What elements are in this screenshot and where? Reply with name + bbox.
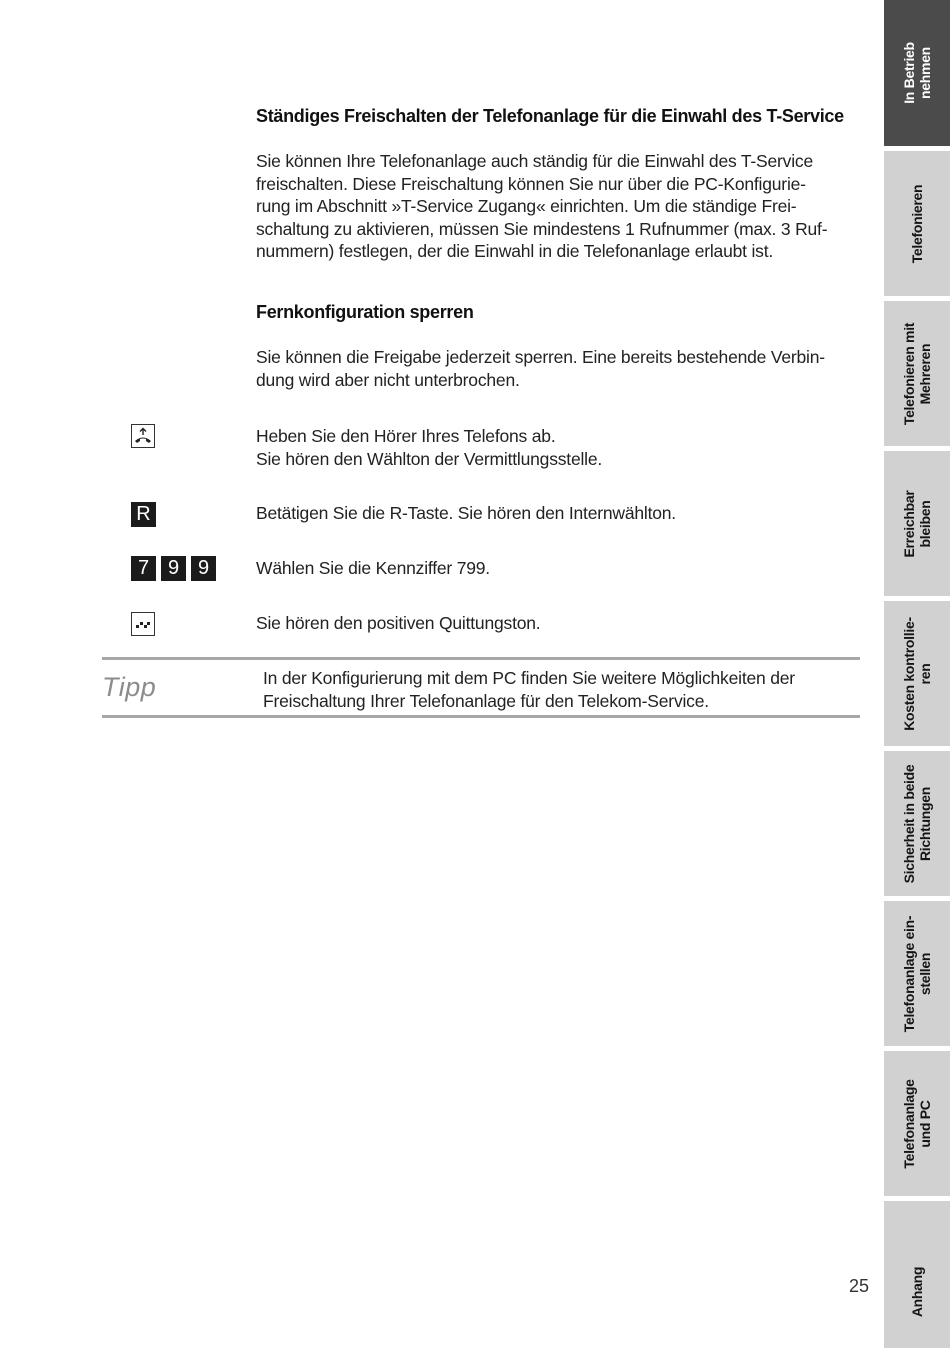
tab-telefonieren[interactable] <box>884 151 950 296</box>
tipp-bottom-rule <box>102 715 860 718</box>
text-line: Betätigen Sie die R-Taste. Sie hören den Internwählton. <box>256 503 676 523</box>
text-line: In der Konfigurierung mit dem PC finden Sie weitere Möglichkeiten der <box>263 668 795 688</box>
section-heading-permanent-unlock: Ständiges Freischalten der Telefonanlage für die Einwahl des T-Service <box>256 106 844 126</box>
text-line: rung im Abschnitt »T-Service Zugang« einrichten. Um die ständige Frei- <box>256 196 797 216</box>
paragraph-permanent-unlock <box>256 150 866 263</box>
tab-erreichbar-bleiben[interactable] <box>884 451 950 596</box>
tab-label: Kosten kontrollie- ren <box>901 616 933 731</box>
tipp-label: Tipp <box>102 672 157 702</box>
tab-label: Telefonieren <box>909 184 925 263</box>
r-key-icon: R <box>131 502 156 527</box>
paragraph-lock-remote-config <box>256 346 866 391</box>
tab-label: Erreichbar bleiben <box>901 489 933 558</box>
tab-telefonanlage-und-pc[interactable] <box>884 1051 950 1196</box>
digit-key: 9 <box>191 556 216 581</box>
tipp-text <box>263 667 853 712</box>
text-line: schaltung zu aktivieren, müssen Sie mindestens 1 Rufnummer (max. 3 Ruf- <box>256 218 828 239</box>
digit-key: 9 <box>161 556 186 581</box>
tab-telefonanlage-einstellen[interactable] <box>884 901 950 1046</box>
confirmation-tone-icon <box>131 612 155 636</box>
text-line: Sie hören den Wählton der Vermittlungsstelle. <box>256 448 603 469</box>
text-line: Sie können Ihre Telefonanlage auch ständig für die Einwahl des T-Service <box>256 151 813 171</box>
text-line: Wählen Sie die Kennziffer 799. <box>256 558 490 578</box>
handset-lift-icon <box>131 424 155 448</box>
section-heading-lock-remote-config: Fernkonfiguration sperren <box>256 302 474 322</box>
text-line: Sie können die Freigabe jederzeit sperren. Eine bereits bestehende Verbin- <box>256 347 825 367</box>
text-line: Heben Sie den Hörer Ihres Telefons ab. <box>256 426 556 446</box>
tipp-top-rule <box>102 657 860 660</box>
step-dial-code <box>256 557 866 580</box>
text-line: nummern) festlegen, der die Einwahl in die Telefonanlage erlaubt ist. <box>256 241 774 261</box>
text-line: Freischaltung Ihrer Telefonanlage für den Telekom-Service. <box>263 690 709 711</box>
tab-label: Telefonanlage ein- stellen <box>901 915 933 1032</box>
page-number: 25 <box>849 1276 870 1296</box>
digit-key: 7 <box>131 556 156 581</box>
step-press-r-key <box>256 502 866 525</box>
tab-sicherheit[interactable] <box>884 751 950 896</box>
tab-label: Telefonieren mit Mehreren <box>901 322 933 425</box>
tab-telefonieren-mit-mehreren[interactable] <box>884 301 950 446</box>
tab-label: Telefonanlage und PC <box>901 1078 933 1169</box>
step-confirmation-tone <box>256 612 866 635</box>
tab-in-betrieb-nehmen[interactable] <box>884 0 950 146</box>
text-line: dung wird aber nicht unterbrochen. <box>256 369 520 390</box>
tab-label: In Betrieb nehmen <box>901 42 933 104</box>
step-lift-handset <box>256 425 866 470</box>
tab-label: Sicherheit in beide Richtungen <box>901 764 933 883</box>
text-line: freischalten. Diese Freischaltung können Sie nur über die PC-Konfigurie- <box>256 173 806 194</box>
tab-kosten-kontrollieren[interactable] <box>884 601 950 746</box>
tab-label: Anhang <box>909 1266 925 1318</box>
tab-anhang[interactable] <box>884 1201 950 1348</box>
text-line: Sie hören den positiven Quittungston. <box>256 613 541 633</box>
